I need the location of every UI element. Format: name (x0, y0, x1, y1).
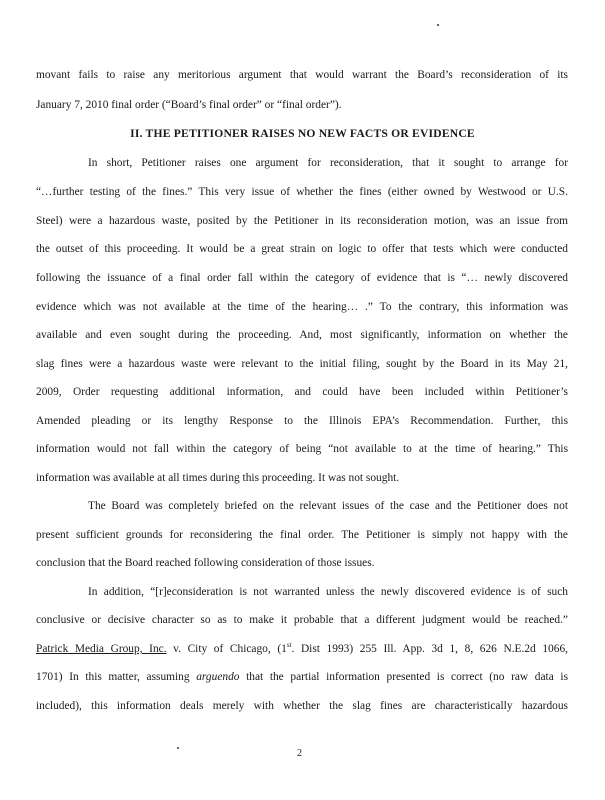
text-line: slag fines were a hazardous waste were relevant to the initial filing, sought by the Board in its May 21, (36, 358, 568, 370)
text-line: January 7, 2010 final order (“Board’s final order” or “final order”). (36, 99, 342, 111)
text-line: evidence which was not available at the time of the hearing… .” To the contrary, this information was (36, 301, 568, 313)
text-line: conclusion that the Board reached following consideration of those issues. (36, 557, 375, 569)
scan-speck (437, 24, 439, 26)
text-line: available and even sought during the proceeding. And, most significantly, information on whether the (36, 329, 568, 341)
text-line: In addition, “[r]econsideration is not warranted unless the newly discovered evidence is of such (88, 586, 568, 598)
latin-term: arguendo (196, 671, 240, 683)
citation-line (36, 642, 568, 656)
text-line: following the issuance of a final order fall within the category of evidence that is “… newly discovered (36, 272, 568, 284)
text-line: Steel) were a hazardous waste, posited by the Petitioner in its reconsideration motion, was an issue from (36, 215, 568, 227)
text-fragment: 1701) In this matter, assuming (36, 671, 197, 683)
section-heading: II. THE PETITIONER RAISES NO NEW FACTS OR EVIDENCE (130, 127, 475, 140)
text-line: The Board was completely briefed on the relevant issues of the case and the Petitioner does not (88, 500, 568, 512)
text-line (36, 670, 568, 684)
text-line: present sufficient grounds for reconsidering the final order. The Petitioner is simply not happy with the (36, 529, 568, 541)
text-line: conclusive or decisive character so as to make it probable that a different judgment would be reached.” (36, 614, 568, 626)
text-line: the outset of this proceeding. It would be a great strain on logic to offer that tests which were conducted (36, 243, 568, 255)
text-line: included), this information deals merely with whether the slag fines are characteristically hazardous (36, 700, 568, 712)
text-line: information would not fall within the category of being “not available to at the time of hearing.” This (36, 443, 568, 455)
citation-text: v. City of Chicago, (1 (166, 643, 287, 655)
text-line: “…further testing of the fines.” This very issue of whether the fines (either owned by Westwood or U.S. (36, 186, 568, 198)
ordinal-suffix: st (286, 641, 292, 650)
scan-speck (177, 747, 179, 749)
case-name: Patrick Media Group, Inc. (36, 643, 167, 655)
page-number: 2 (297, 748, 302, 759)
text-line: movant fails to raise any meritorious argument that would warrant the Board’s reconsideration of its (36, 69, 568, 81)
text-line: 2009, Order requesting additional information, and could have been included within Petitioner’s (36, 386, 568, 398)
citation-text: . Dist 1993) 255 Ill. App. 3d 1, 8, 626 N.E.2d 1066, (291, 643, 568, 655)
text-line: Amended pleading or its lengthy Response to the Illinois EPA’s Recommendation. Further, this (36, 415, 568, 427)
text-line: information was available at all times during this proceeding. It was not sought. (36, 472, 400, 484)
text-line: In short, Petitioner raises one argument for reconsideration, that it sought to arrange for (88, 157, 568, 169)
text-fragment: that the partial information presented is correct (no raw data is (239, 671, 569, 683)
